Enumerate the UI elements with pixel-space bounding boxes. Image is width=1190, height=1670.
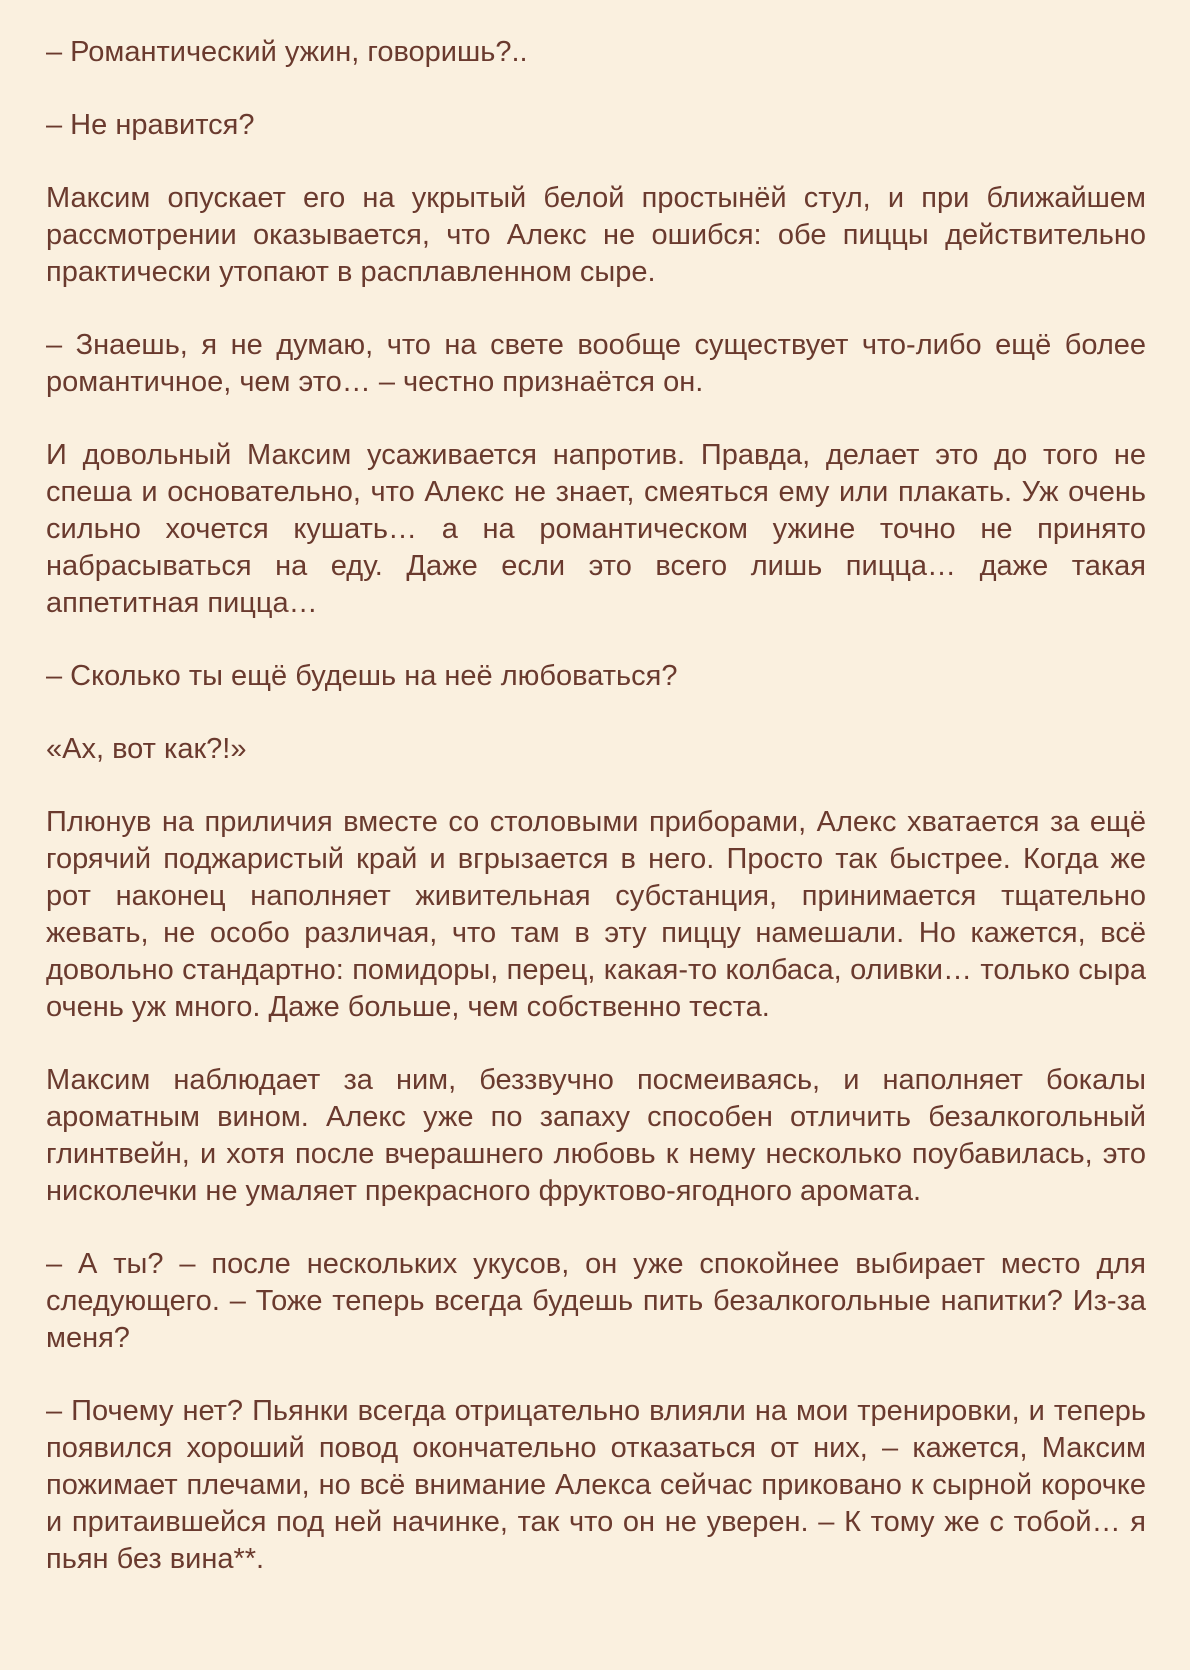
- paragraph-11: – Почему нет? Пьянки всегда отрицательно влияли на мои тренировки, и теперь появился хороший повод окончательно отказаться от них, – кажется, Максим пожимает плечами, но всё внимание Алекса сейчас приковано к сырной корочке и притаившейся под ней начинке, так что он не уверен. – К тому же с тобой… я пьян без вина**.: [46, 1395, 1146, 1575]
- paragraph-9: Максим наблюдает за ним, беззвучно посмеиваясь, и наполняет бокалы ароматным вином. Алекс уже по запаху способен отличить безалкогольный глинтвейн, и хотя после вчерашнего любовь к нему несколько поубавилась, это нисколечки не умаляет прекрасного фруктово-ягодного аромата.: [46, 1064, 1146, 1207]
- paragraph-10: – А ты? – после нескольких укусов, он уже спокойнее выбирает место для следующего. – Тоже теперь всегда будешь пить безалкогольные напитки? Из-за меня?: [46, 1248, 1146, 1354]
- paragraph-5: И довольный Максим усаживается напротив. Правда, делает это до того не спеша и основательно, что Алекс не знает, смеяться ему или плакать. Уж очень сильно хочется кушать… а на романтическом ужине точно не принято набрасываться на еду. Даже если это всего лишь пицца… даже такая аппетитная пицца…: [46, 439, 1146, 619]
- paragraph-7: «Ах, вот как?!»: [46, 733, 247, 765]
- paragraph-1: – Романтический ужин, говоришь?..: [46, 36, 528, 68]
- paragraph-8: Плюнув на приличия вместе со столовыми приборами, Алекс хватается за ещё горячий поджаристый край и вгрызается в него. Просто так быстрее. Когда же рот наконец наполняет живительная субстанция, принимается тщательно жевать, не особо различая, что там в эту пиццу намешали. Но кажется, всё довольно стандартно: помидоры, перец, какая-то колбаса, оливки… только сыра очень уж много. Даже больше, чем собственно теста.: [46, 806, 1146, 1023]
- paragraph-6: – Сколько ты ещё будешь на неё любоваться?: [46, 660, 678, 692]
- paragraph-4: – Знаешь, я не думаю, что на свете вообще существует что-либо ещё более романтичное, чем это… – честно признаётся он.: [46, 329, 1146, 398]
- paragraph-3: Максим опускает его на укрытый белой простынёй стул, и при ближайшем рассмотрении оказывается, что Алекс не ошибся: обе пиццы действительно практически утопают в расплавленном сыре.: [46, 182, 1146, 288]
- paragraph-2: – Не нравится?: [46, 109, 255, 141]
